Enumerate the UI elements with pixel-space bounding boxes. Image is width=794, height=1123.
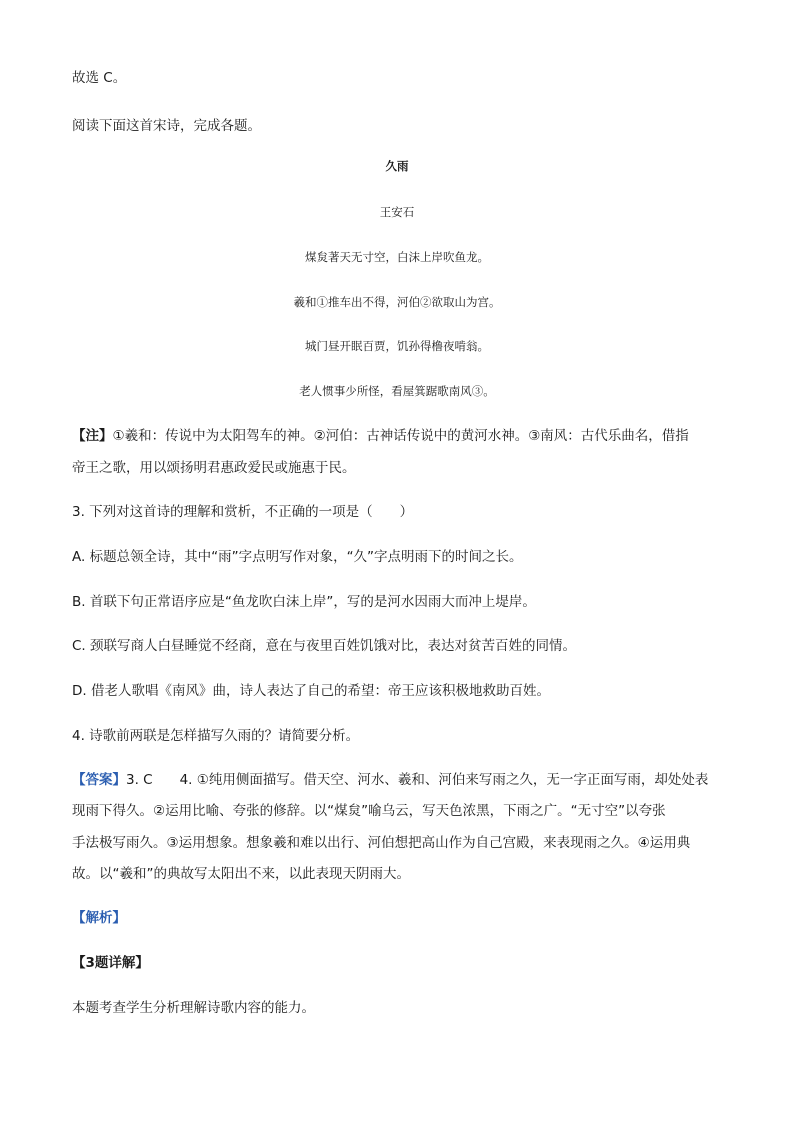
poem-verse: 老人惯事少所怪，看屋箕踞歌南风③。 — [299, 384, 495, 398]
option-b: B. 首联下句正常语序应是“鱼龙吹白沫上岸”，写的是河水因雨大而冲上堤岸。 — [72, 594, 536, 610]
note — [72, 424, 722, 444]
answer-text: 故。以“羲和”的典故写太阳出不来，以此表现天阴雨大。 — [72, 866, 410, 882]
poem-verse: 城门昼开眠百贾，饥孙得橹夜啃翁。 — [305, 339, 489, 353]
text-line: 阅读下面这首宋诗，完成各题。 — [72, 118, 261, 134]
answer-text: 3. C 4. ①纯用侧面描写。借天空、河水、羲和、河伯来写雨之久，无一字正面写雨，却处处表 — [126, 772, 709, 788]
text-line: 故选 C。 — [72, 70, 127, 86]
option-a: A. 标题总领全诗，其中“雨”字点明写作对象，“久”字点明雨下的时间之长。 — [72, 549, 523, 565]
note-text: ①羲和：传说中为太阳驾车的神。②河伯：古神话传说中的黄河水神。③南风：古代乐曲名，借指 — [112, 428, 689, 444]
question-stem: 4. 诗歌前两联是怎样描写久雨的？请简要分析。 — [72, 728, 360, 744]
option-c: C. 颈联写商人白昼睡觉不经商，意在与夜里百姓饥饿对比，表达对贫苦百姓的同情。 — [72, 638, 577, 654]
option-d: D. 借老人歌唱《南风》曲，诗人表达了自己的希望：帝王应该积极地救助百姓。 — [72, 683, 550, 699]
poem-title: 久雨 — [385, 159, 409, 173]
answer-tag: 【答案】 — [72, 772, 126, 788]
question-stem: 3. 下列对这首诗的理解和赏析，不正确的一项是（ ） — [72, 504, 414, 520]
analysis-text: 本题考查学生分析理解诗歌内容的能力。 — [72, 1000, 315, 1016]
note-tag: 【注】 — [72, 428, 113, 444]
analysis-tag: 【解析】 — [72, 910, 126, 926]
sub-heading: 【3题详解】 — [72, 955, 149, 971]
poem-author: 王安石 — [379, 205, 415, 219]
poem-verse: 煤炱著天无寸空，白沫上岸吹鱼龙。 — [305, 250, 489, 264]
note-text: 帝王之歌，用以颂扬明君惠政爱民或施惠于民。 — [72, 460, 356, 476]
answer-text: 现雨下得久。②运用比喻、夸张的修辞。以“煤炱”喻乌云，写天色浓黑，下雨之广。“无寸空”以夸张 — [72, 803, 666, 819]
poem-verse: 羲和①推车出不得，河伯②欲取山为宫。 — [293, 295, 501, 309]
answer — [72, 768, 722, 788]
answer-text: 手法极写雨久。③运用想象。想象羲和难以出行、河伯想把高山作为自己宫殿，来表现雨之久。④运用典 — [72, 835, 691, 851]
